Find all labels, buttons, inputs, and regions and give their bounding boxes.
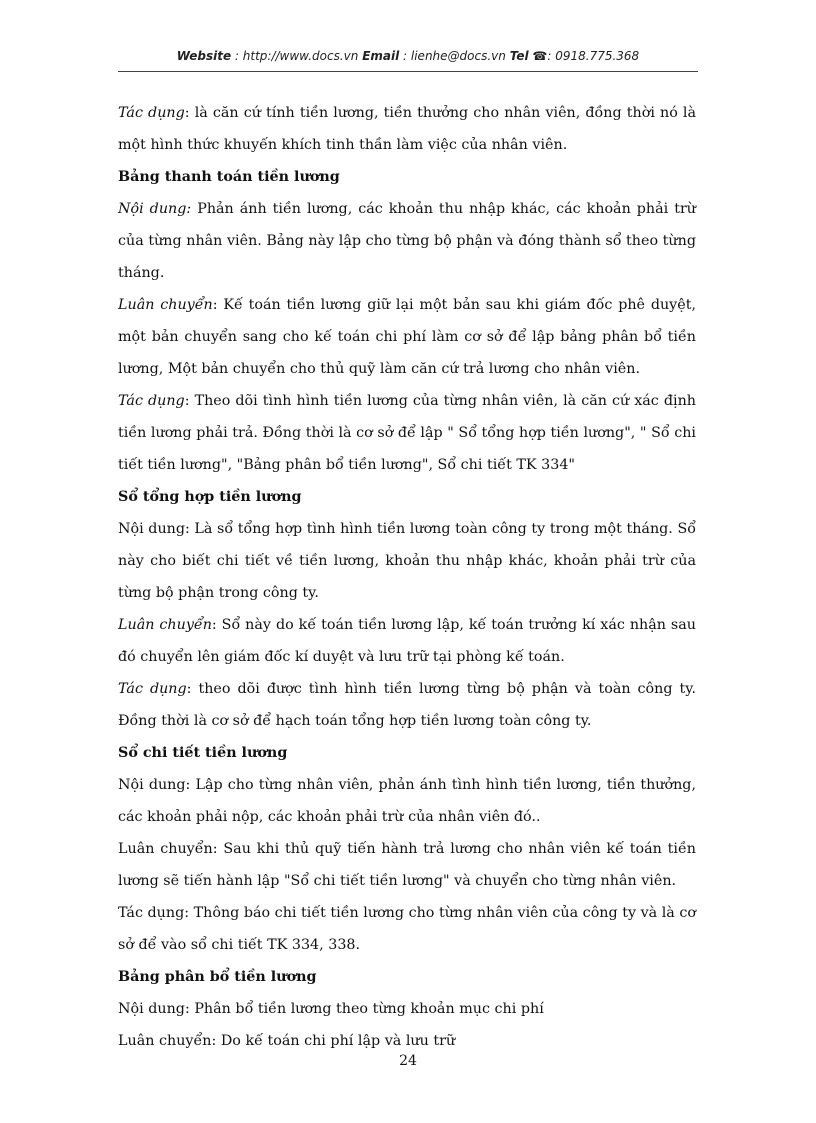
s2-noidung: Nội dung: Phản ánh tiền lương, các khoản thu nhập khác, các khoản phải trừ của từng nhân viên. Bảng này lập cho từng bộ phận và đóng thành sổ theo từng tháng. [118, 201, 696, 281]
email-label: Email [362, 49, 400, 63]
tel-label: Tel [509, 49, 529, 63]
s5-heading: Bảng phân bổ tiền lương [118, 969, 317, 985]
s4-noidung: Nội dung: Lập cho từng nhân viên, phản ánh tình hình tiền lương, tiền thưởng, các khoản phải nộp, các khoản phải trừ của nhân viên đó.. [118, 777, 696, 825]
page-number: 24 [399, 1053, 417, 1069]
document-body [118, 97, 696, 1057]
s5-noidung: Nội dung: Phân bổ tiền lương theo từng khoản mục chi phí [118, 1001, 544, 1017]
phone-icon: ☎ [532, 49, 548, 63]
website-label: Website [176, 49, 232, 63]
s4-tacdung: Tác dụng: Thông báo chi tiết tiền lương cho từng nhân viên của công ty và là cơ sở để vào sổ chi tiết TK 334, 338. [118, 905, 696, 953]
page-header [118, 49, 698, 63]
email-value: : lienhe@docs.vn [399, 49, 510, 63]
s1-tacdung: Tác dụng: là căn cứ tính tiền lương, tiền thưởng cho nhân viên, đồng thời nó là một hình thức khuyến khích tinh thần làm việc của nhân viên. [118, 105, 696, 153]
s2-heading: Bảng thanh toán tiền lương [118, 169, 340, 185]
header-rule [118, 71, 698, 72]
s3-luanchuyen: Luân chuyển: Sổ này do kế toán tiền lương lập, kế toán trưởng kí xác nhận sau đó chuyển lên giám đốc kí duyệt và lưu trữ tại phòng kế toán. [118, 617, 697, 665]
s3-tacdung: Tác dụng: theo dõi được tình hình tiền lương từng bộ phận và toàn công ty. Đồng thời là cơ sở để hạch toán tổng hợp tiền lương toàn công ty. [118, 681, 696, 729]
s3-heading: Sổ tổng hợp tiền lương [118, 489, 302, 505]
s4-heading: Sổ chi tiết tiền lương [118, 745, 288, 761]
tel-value: : 0918.775.368 [547, 49, 640, 63]
website-value: : http://www.docs.vn [231, 49, 363, 63]
s2-luanchuyen: Luân chuyển: Kế toán tiền lương giữ lại một bản sau khi giám đốc phê duyệt, một bản chuyển sang cho kế toán chi phí làm cơ sở để lập bảng phân bổ tiền lương, Một bản chuyển cho thủ quỹ làm căn cứ trả lương cho nhân viên. [118, 297, 697, 377]
s2-tacdung: Tác dụng: Theo dõi tình hình tiền lương của từng nhân viên, là căn cứ xác định tiền lương phải trả. Đồng thời là cơ sở để lập " Sổ tổng hợp tiền lương", " Sổ chi tiết tiền lương", "Bảng phân bổ tiền lương", Sổ chi tiết TK 334" [118, 393, 696, 473]
s3-noidung: Nội dung: Là sổ tổng hợp tình hình tiền lương toàn công ty trong một tháng. Sổ này cho biết chi tiết về tiền lương, khoản thu nhập khác, khoản phải trừ của từng bộ phận trong công ty. [118, 521, 696, 601]
s5-luanchuyen: Luân chuyển: Do kế toán chi phí lập và lưu trữ [118, 1033, 456, 1049]
s4-luanchuyen: Luân chuyển: Sau khi thủ quỹ tiến hành trả lương cho nhân viên kế toán tiền lương sẽ tiến hành lập "Sổ chi tiết tiền lương" và chuyển cho từng nhân viên. [118, 841, 696, 889]
